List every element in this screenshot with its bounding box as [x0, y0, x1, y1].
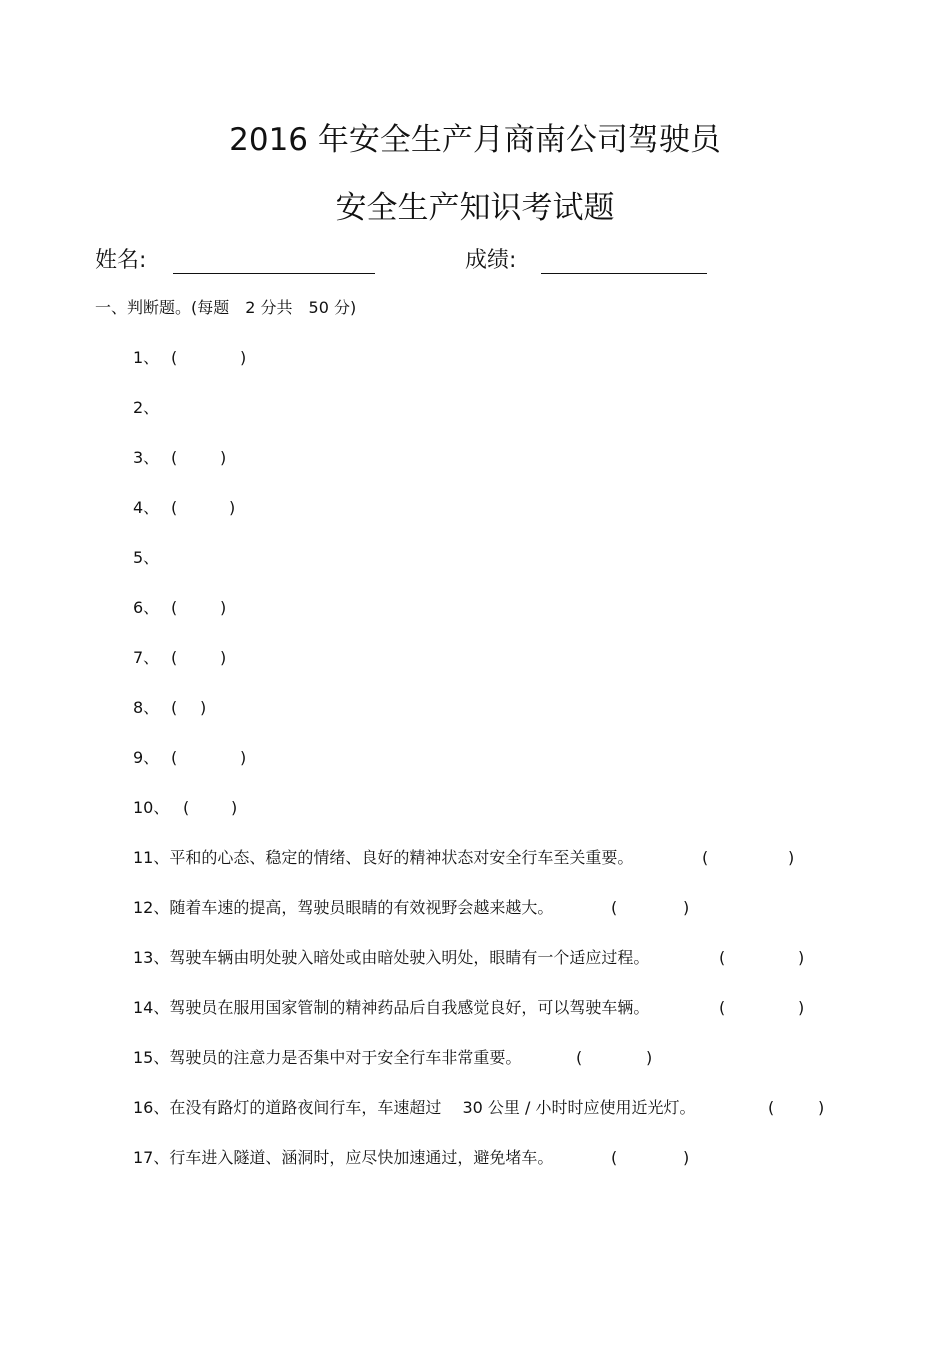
answer-close-paren: ) — [200, 698, 207, 717]
question-text: 随着车速的提高，驾驶员眼睛的有效视野会越来越大。 — [169, 898, 554, 917]
exam-title-line2: 安全生产知识考试题 — [335, 190, 615, 226]
answer-close-paren: ) — [798, 948, 805, 967]
question-item — [133, 547, 159, 569]
question-item — [133, 947, 649, 969]
answer-close-paren: ) — [646, 1048, 653, 1067]
answer-open-paren: ( — [719, 998, 726, 1017]
answer-close-paren: ) — [240, 348, 247, 367]
answer-open-paren: ( — [171, 498, 178, 517]
question-number: 12、 — [133, 898, 170, 917]
question-number: 17、 — [133, 1148, 170, 1167]
answer-close-paren: ) — [220, 598, 227, 617]
answer-open-paren: ( — [183, 798, 190, 817]
question-item — [133, 1147, 553, 1169]
question-text: 驾驶员的注意力是否集中对于安全行车非常重要。 — [169, 1048, 522, 1067]
question-number: 9、 — [133, 748, 160, 767]
answer-close-paren: ) — [683, 1148, 690, 1167]
question-item — [133, 1097, 695, 1119]
question-item — [133, 847, 633, 869]
answer-close-paren: ) — [229, 498, 236, 517]
question-number: 3、 — [133, 448, 160, 467]
answer-close-paren: ) — [220, 648, 227, 667]
question-item — [133, 347, 159, 369]
question-item — [133, 797, 169, 819]
question-number: 4、 — [133, 498, 160, 517]
question-item — [133, 747, 159, 769]
name-blank-line — [173, 273, 375, 274]
answer-open-paren: ( — [719, 948, 726, 967]
answer-open-paren: ( — [611, 1148, 618, 1167]
question-text: 行车进入隧道、涵洞时，应尽快加速通过，避免堵车。 — [169, 1148, 554, 1167]
question-number: 2、 — [133, 398, 160, 417]
question-item — [133, 997, 649, 1019]
answer-open-paren: ( — [171, 598, 178, 617]
answer-open-paren: ( — [768, 1098, 775, 1117]
answer-close-paren: ) — [818, 1098, 825, 1117]
question-number: 10、 — [133, 798, 170, 817]
question-number: 7、 — [133, 648, 160, 667]
answer-open-paren: ( — [171, 648, 178, 667]
question-number: 5、 — [133, 548, 160, 567]
answer-close-paren: ) — [683, 898, 690, 917]
name-label: 姓名: — [95, 248, 147, 273]
answer-close-paren: ) — [798, 998, 805, 1017]
question-number: 14、 — [133, 998, 170, 1017]
question-item — [133, 647, 159, 669]
answer-open-paren: ( — [171, 748, 178, 767]
question-item — [133, 897, 553, 919]
question-number: 11、 — [133, 848, 170, 867]
question-text: 平和的心态、稳定的情绪、良好的精神状态对安全行车至关重要。 — [169, 848, 634, 867]
score-label: 成绩: — [465, 248, 517, 273]
question-item — [133, 697, 159, 719]
section-heading-true-false: 一、判断题。(每题 2 分共 50 分) — [95, 298, 357, 317]
answer-open-paren: ( — [611, 898, 618, 917]
question-text: 驾驶员在服用国家管制的精神药品后自我感觉良好，可以驾驶车辆。 — [169, 998, 650, 1017]
question-item — [133, 597, 159, 619]
question-number: 15、 — [133, 1048, 170, 1067]
answer-open-paren: ( — [702, 848, 709, 867]
answer-open-paren: ( — [171, 348, 178, 367]
question-number: 13、 — [133, 948, 170, 967]
answer-close-paren: ) — [240, 748, 247, 767]
question-text: 驾驶车辆由明处驶入暗处或由暗处驶入明处，眼睛有一个适应过程。 — [169, 948, 650, 967]
answer-open-paren: ( — [171, 448, 178, 467]
question-number: 8、 — [133, 698, 160, 717]
answer-close-paren: ) — [231, 798, 238, 817]
exam-title-line1: 2016 年安全生产月商南公司驾驶员 — [229, 122, 721, 158]
answer-close-paren: ) — [788, 848, 795, 867]
question-item — [133, 447, 159, 469]
question-number: 6、 — [133, 598, 160, 617]
answer-close-paren: ) — [220, 448, 227, 467]
answer-open-paren: ( — [171, 698, 178, 717]
question-item — [133, 1047, 521, 1069]
question-item — [133, 397, 159, 419]
question-item — [133, 497, 159, 519]
question-number: 1、 — [133, 348, 160, 367]
question-text: 在没有路灯的道路夜间行车，车速超过 30 公里 / 小时时应使用近光灯。 — [169, 1098, 696, 1117]
answer-open-paren: ( — [576, 1048, 583, 1067]
question-number: 16、 — [133, 1098, 170, 1117]
score-blank-line — [541, 273, 707, 274]
